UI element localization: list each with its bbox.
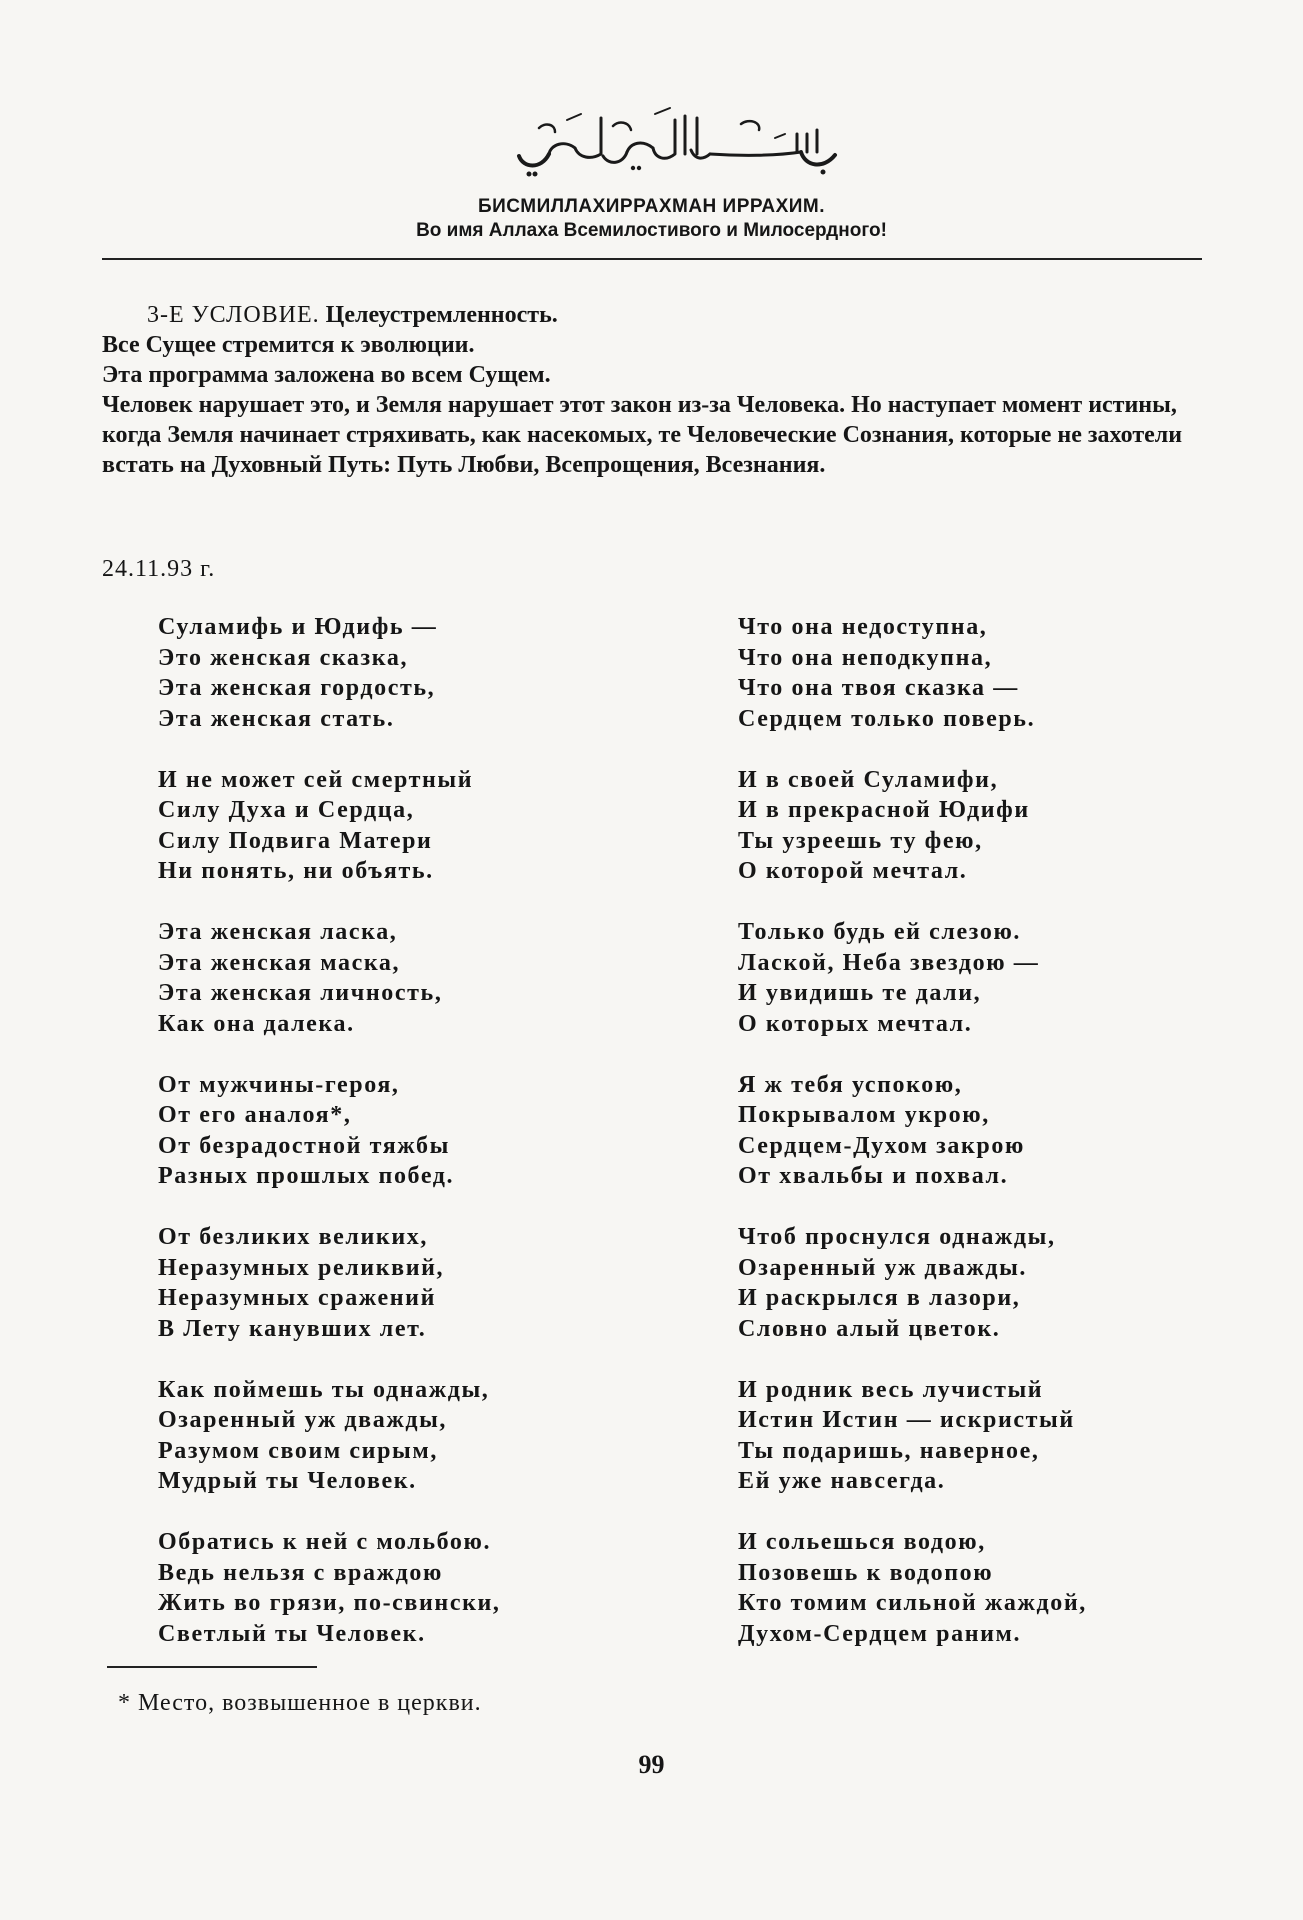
condition-line: Все Сущее стремится к эволюции. bbox=[102, 332, 475, 358]
poem-line: О которых мечтал. bbox=[738, 1010, 973, 1037]
poem-stanza bbox=[158, 765, 501, 887]
poem-line: И раскрылся в лазори, bbox=[738, 1285, 1021, 1311]
condition-line: Эта программа заложена во всем Сущем. bbox=[102, 362, 551, 388]
poem-line: Ни понять, ни объять. bbox=[158, 858, 434, 884]
poem-stanza bbox=[738, 1222, 1087, 1344]
poem-stanza bbox=[158, 612, 501, 734]
poem-line: Неразумных реликвий, bbox=[158, 1254, 445, 1281]
poem-line: От безликих великих, bbox=[158, 1224, 428, 1250]
footnote-divider bbox=[107, 1666, 317, 1668]
poem-line: Что она недоступна, bbox=[738, 614, 988, 640]
poem-line: О которой мечтал. bbox=[738, 858, 968, 884]
poem-stanza bbox=[738, 1527, 1087, 1649]
poem-line: Только будь ей слезою. bbox=[738, 919, 1021, 945]
poem-line: Силу Подвига Матери bbox=[158, 827, 433, 854]
poem-line: Эта женская гордость, bbox=[158, 675, 436, 701]
poem-column-right bbox=[738, 612, 1087, 1680]
poem-line: Обратись к ней с мольбою. bbox=[158, 1529, 492, 1555]
poem-line: Ей уже навсегда. bbox=[738, 1468, 946, 1494]
poem-line: Кто томим сильной жаждой, bbox=[738, 1590, 1087, 1616]
poem-line: Духом-Сердцем раним. bbox=[738, 1620, 1022, 1647]
poem-line: Ты подаришь, наверное, bbox=[738, 1437, 1040, 1464]
poem-line: Светлый ты Человек. bbox=[158, 1620, 426, 1647]
poem-stanza bbox=[158, 1070, 501, 1192]
poem-line: Эта женская ласка, bbox=[158, 919, 398, 945]
poem-line: И в своей Суламифи, bbox=[738, 766, 999, 793]
poem-stanza bbox=[738, 917, 1087, 1039]
condition-block bbox=[102, 300, 1212, 480]
poem-line: Чтоб проснулся однажды, bbox=[738, 1224, 1056, 1250]
poem-line: Ты узреешь ту фею, bbox=[738, 827, 983, 854]
poem-date: 24.11.93 г. bbox=[102, 556, 216, 582]
poem-line: Это женская сказка, bbox=[158, 644, 409, 671]
condition-subtitle: Целеустремленность. bbox=[325, 302, 558, 328]
poem-line: Силу Духа и Сердца, bbox=[158, 797, 415, 823]
poem-stanza bbox=[738, 1375, 1087, 1497]
condition-title: 3-Е УСЛОВИЕ. bbox=[147, 302, 320, 328]
basmala-transliteration: БИСМИЛЛАХИРРАХМАН ИРРАХИМ. bbox=[477, 196, 826, 217]
poem-line: От безрадостной тяжбы bbox=[158, 1132, 450, 1159]
poem-line: Я ж тебя успокою, bbox=[738, 1071, 963, 1098]
poem-line: В Лету канувших лет. bbox=[158, 1315, 427, 1342]
poem-line: Мудрый ты Человек. bbox=[158, 1468, 417, 1494]
poem-line: Словно алый цветок. bbox=[738, 1315, 1001, 1342]
poem-line: Как поймешь ты однажды, bbox=[158, 1376, 490, 1403]
poem-line: Разумом своим сирым, bbox=[158, 1437, 438, 1464]
poem-line: Сердцем только поверь. bbox=[738, 705, 1036, 732]
header-divider bbox=[102, 258, 1202, 260]
poem-stanza bbox=[738, 1070, 1087, 1192]
poem-stanza bbox=[158, 917, 501, 1039]
poem-line: Эта женская маска, bbox=[158, 949, 401, 976]
poem-line: Покрывалом укрою, bbox=[738, 1102, 990, 1128]
poem-column-left bbox=[158, 612, 501, 1680]
condition-heading bbox=[102, 300, 1212, 330]
poem-line: Позовешь к водопою bbox=[738, 1559, 994, 1586]
condition-paragraph: Человек нарушает это, и Земля нарушает этот закон из-за Человека. Но наступает момент истины, когда Земля начинает стряхивать, как насекомых, те Человеческие Сознания, которые не захотели встать на Духовный Путь: Путь Любви, Всепрощения, Всезнания. bbox=[102, 392, 1183, 478]
poem-line: Что она твоя сказка — bbox=[738, 675, 1019, 701]
footnote: * Место, возвышенное в церкви. bbox=[118, 1690, 482, 1716]
poem-line: От хвальбы и похвал. bbox=[738, 1163, 1009, 1189]
poem-line: Истин Истин — искристый bbox=[738, 1407, 1075, 1433]
poem-stanza bbox=[158, 1527, 501, 1649]
poem-line: Как она далека. bbox=[158, 1010, 355, 1037]
poem-line: Эта женская личность, bbox=[158, 980, 443, 1006]
poem-line: И увидишь те дали, bbox=[738, 980, 982, 1006]
poem-line: Разных прошлых побед. bbox=[158, 1163, 455, 1189]
poem-line: Сердцем-Духом закрою bbox=[738, 1132, 1025, 1159]
poem-stanza bbox=[738, 765, 1087, 887]
poem-line: От его аналоя*, bbox=[158, 1102, 352, 1128]
poem-stanza bbox=[158, 1375, 501, 1497]
poem-line: И не может сей смертный bbox=[158, 766, 474, 793]
poem-line: Лаской, Неба звездою — bbox=[738, 949, 1040, 976]
basmala-calligraphy bbox=[505, 100, 845, 180]
poem-line: Суламифь и Юдифь — bbox=[158, 614, 438, 640]
page-number: 99 bbox=[638, 1750, 665, 1779]
poem-line: Ведь нельзя с враждою bbox=[158, 1559, 443, 1586]
poem-line: Неразумных сражений bbox=[158, 1285, 437, 1311]
poem-line: Что она неподкупна, bbox=[738, 644, 993, 671]
poem-line: И сольешься водою, bbox=[738, 1529, 986, 1555]
poem-line: Озаренный уж дважды. bbox=[738, 1254, 1028, 1281]
poem-line: И в прекрасной Юдифи bbox=[738, 797, 1030, 823]
poem-stanza bbox=[738, 612, 1087, 734]
poem-line: И родник весь лучистый bbox=[738, 1376, 1044, 1403]
poem-stanza bbox=[158, 1222, 501, 1344]
poem-line: От мужчины-героя, bbox=[158, 1071, 400, 1098]
poem-line: Жить во грязи, по-свински, bbox=[158, 1590, 501, 1616]
poem-line: Озаренный уж дважды, bbox=[158, 1407, 448, 1433]
poem-line: Эта женская стать. bbox=[158, 705, 395, 732]
basmala-translation: Во имя Аллаха Всемилостивого и Милосердного! bbox=[416, 220, 887, 241]
